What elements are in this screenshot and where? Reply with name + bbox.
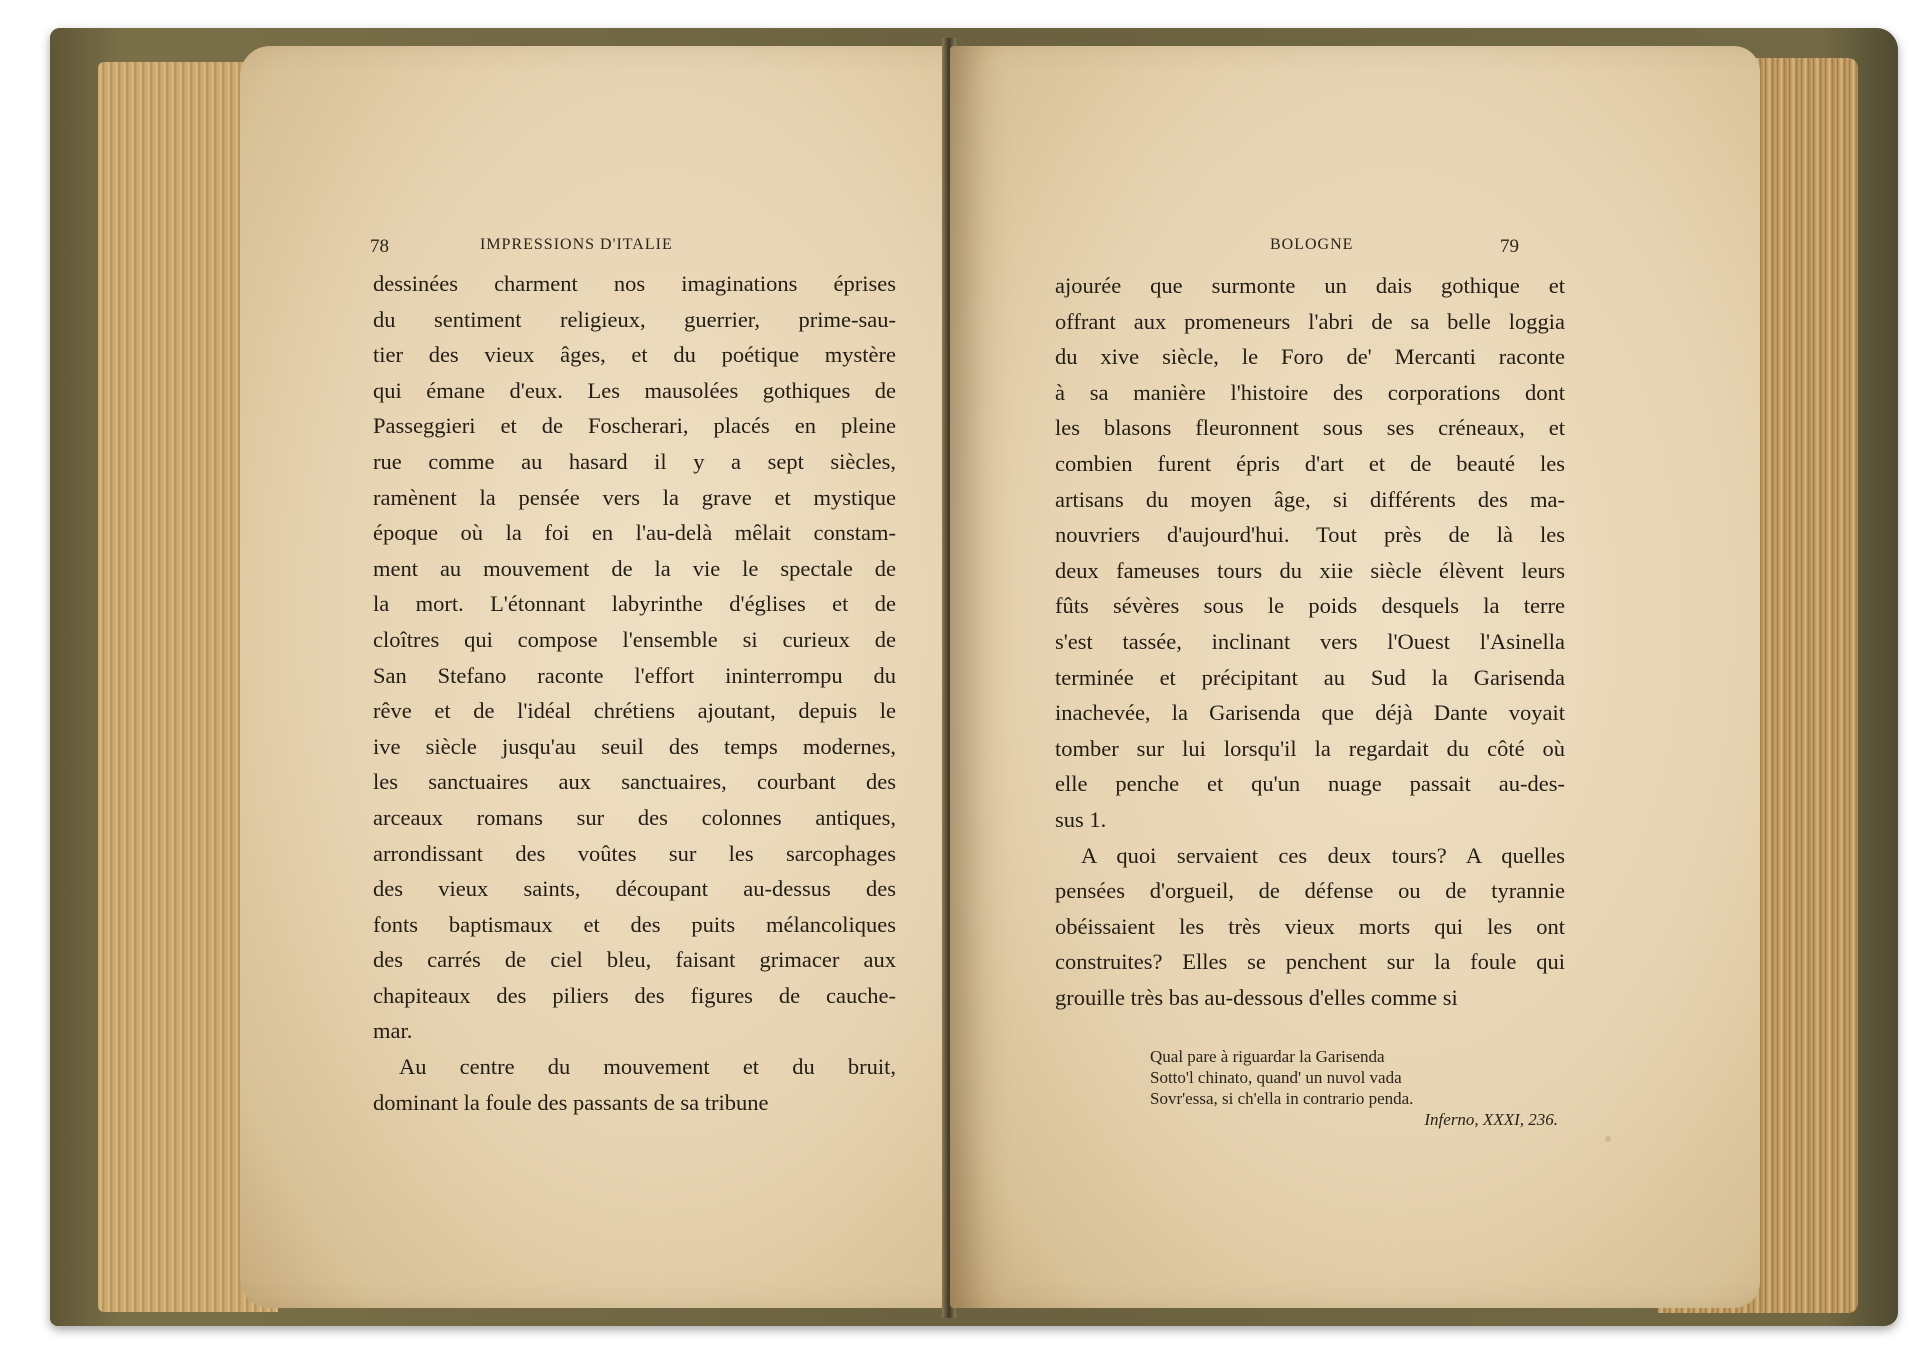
left-page [240, 46, 998, 1308]
text-line: Passeggieri et de Foscherari, placés en pleine [373, 413, 896, 439]
right-running-head: BOLOGNE [1270, 236, 1354, 253]
text-line: ive siècle jusqu'au seuil des temps modernes, [373, 733, 896, 759]
left-page-number: 78 [370, 236, 389, 257]
text-line: grouille très bas au-dessous d'elles comme si [1055, 984, 1458, 1010]
text-line: époque où la foi en l'au-delà mêlait constam- [373, 520, 896, 546]
text-line: offrant aux promeneurs l'abri de sa belle loggia [1055, 308, 1565, 334]
text-line: tomber sur lui lorsqu'il la regardait du côté où [1055, 735, 1565, 761]
text-line: fûts sévères sous le poids desquels la terre [1055, 593, 1565, 619]
text-line: rue comme au hasard il y a sept siècles, [373, 448, 896, 474]
right-body-text [1055, 268, 1565, 1015]
text-line: combien furent épris d'art et de beauté les [1055, 450, 1565, 476]
text-line: mar. [373, 1018, 413, 1044]
text-line: ramènent la pensée vers la grave et mystique [373, 484, 896, 510]
text-line: la mort. L'étonnant labyrinthe d'églises et de [373, 591, 896, 617]
right-page [950, 46, 1760, 1308]
right-page-number: 79 [1500, 236, 1519, 257]
text-line: sus 1. [1055, 806, 1107, 832]
text-line: dominant la foule des passants de sa tribune [373, 1089, 769, 1115]
text-line: deux fameuses tours du xiie siècle élèvent leurs [1055, 557, 1565, 583]
text-line: ment au mouvement de la vie le spectale de [373, 555, 896, 581]
text-line: dessinées charment nos imaginations éprises [373, 271, 896, 296]
text-line: nouvriers d'aujourd'hui. Tout près de là les [1055, 522, 1565, 548]
text-line: chapiteaux des piliers des figures de cauche- [373, 982, 896, 1008]
text-line: fonts baptismaux et des puits mélancoliques [373, 911, 896, 937]
text-line: tier des vieux âges, et du poétique mystère [373, 342, 896, 368]
text-line: du sentiment religieux, guerrier, prime-sau- [373, 306, 896, 332]
footnote-line: Sotto'l chinato, quand' un nuvol vada [1150, 1068, 1402, 1087]
paper-spot [1605, 1136, 1611, 1142]
text-line: du xive siècle, le Foro de' Mercanti raconte [1055, 344, 1565, 370]
left-running-head: IMPRESSIONS D'ITALIE [480, 236, 673, 253]
text-line: qui émane d'eux. Les mausolées gothiques de [373, 377, 896, 403]
text-line: arrondissant des voûtes sur les sarcophages [373, 840, 896, 866]
text-line: San Stefano raconte l'effort ininterrompu du [373, 662, 896, 688]
footnote-source: Inferno, XXXI, 236. [1424, 1110, 1558, 1129]
footnote [1150, 1046, 1570, 1130]
left-body-text [373, 266, 896, 1120]
text-line: des carrés de ciel bleu, faisant grimacer aux [373, 947, 896, 973]
text-line: les blasons fleuronnent sous ses créneaux, et [1055, 415, 1565, 441]
text-line: A quoi servaient ces deux tours? A quelles [1081, 842, 1565, 868]
book [50, 28, 1898, 1326]
footnote-line: Qual pare à riguardar la Garisenda [1150, 1047, 1385, 1066]
footnote-line: Sovr'essa, si ch'ella in contrario penda. [1150, 1089, 1414, 1108]
text-line: rêve et de l'idéal chrétiens ajoutant, depuis le [373, 698, 896, 724]
text-line: Au centre du mouvement et du bruit, [399, 1054, 896, 1080]
text-line: construites? Elles se penchent sur la foule qui [1055, 949, 1565, 975]
text-line: inachevée, la Garisenda que déjà Dante voyait [1055, 700, 1565, 726]
text-line: ajourée que surmonte un dais gothique et [1055, 273, 1565, 298]
text-line: artisans du moyen âge, si différents des ma- [1055, 486, 1565, 512]
text-line: cloîtres qui compose l'ensemble si curieux de [373, 626, 896, 652]
text-line: les sanctuaires aux sanctuaires, courbant des [373, 769, 896, 795]
text-line: à sa manière l'histoire des corporations dont [1055, 379, 1565, 405]
text-line: des vieux saints, découpant au-dessus des [373, 876, 896, 902]
text-line: pensées d'orgueil, de défense ou de tyrannie [1055, 878, 1565, 904]
text-line: obéissaient les très vieux morts qui les ont [1055, 913, 1565, 939]
text-line: elle penche et qu'un nuage passait au-des- [1055, 771, 1565, 797]
text-line: s'est tassée, inclinant vers l'Ouest l'Asinella [1055, 628, 1565, 654]
text-line: terminée et précipitant au Sud la Garisenda [1055, 664, 1565, 690]
text-line: arceaux romans sur des colonnes antiques, [373, 804, 896, 830]
